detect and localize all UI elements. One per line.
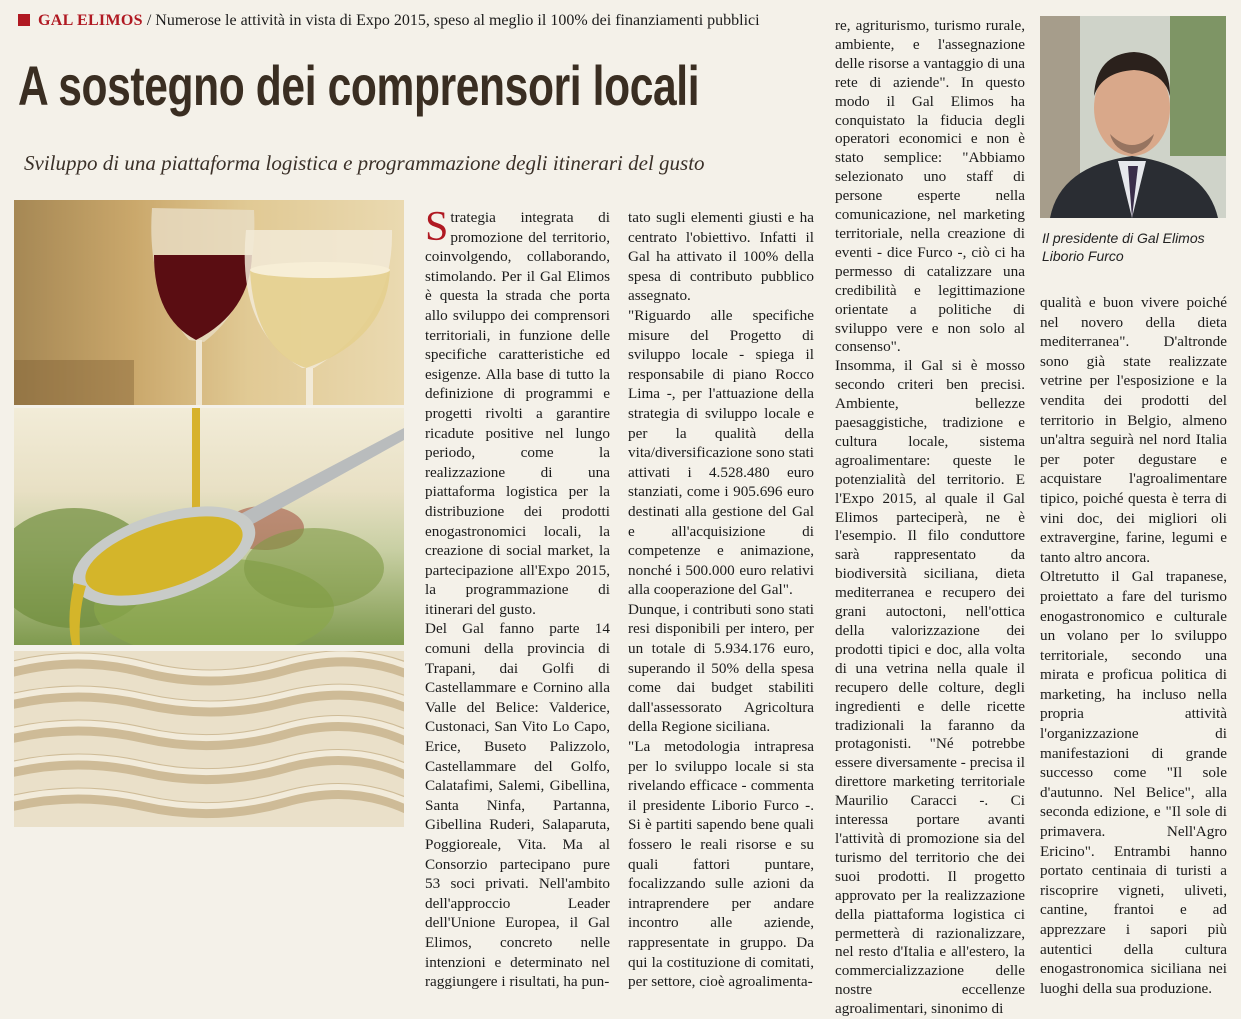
article-paragraph: "Riguardo alle specifiche misure del Progetto di sviluppo locale - spiega il responsabile di piano Rocco Lima -, per l'attuazione della strategia di sviluppo locale e per la qualità della vita/diversificazione sono stati attivati i 4.528.480 euro stanziati, come i 905.696 euro destinati alla gestione del Gal e all'acquisizione di competenze e animazione, nonché i 500.000 euro relativi alla cooperazione del Gal".: [628, 306, 814, 599]
section-name: GAL ELIMOS: [38, 12, 143, 29]
article-paragraph: Del Gal fanno parte 14 comuni della provincia di Trapani, dai Golfi di Castellammare e Cornino alla Valle del Belice: Valderice, Custonaci, San Vito Lo Capo, Erice, Buseto Palizzolo, Castellammare del Golfo, Calatafimi, Salemi, Gibellina, Santa Ninfa, Partanna, Gibellina Ruderi, Salaparuta, Poggioreale, Vita. Ma al Consorzio partecipano pure 53 soci privati. Nell'ambito dell'approccio Leader dell'Unione Europea, il Gal Elimos, concreto nelle intenzioni e determinato nel raggiungere i risultati, ha pun-: [425, 620, 610, 991]
paragraph-text: trategia integrata di promozione del territorio, coinvolgendo, collaborando, stimolando. Per il Gal Elimos è questa la strada che porta allo sviluppo dei comprensori territoriali, in funzione delle specifiche caratteristiche ed esigenze. Alla base di tutto la definizione di programmi e progetti rivolti a garantire ricadute positive nel lungo periodo, come la realizzazione di una piattaforma logistica per la distribuzione dei prodotti enogastronomici locali, la creazione di social market, la partecipazione all'Expo 2015, la programmazione di itinerari del gusto.: [425, 209, 610, 618]
article-paragraph: "La metodologia intrapresa per lo sviluppo locale si sta rivelando efficace - commenta il presidente Liborio Furco -. Si è partiti sapendo bene quali fossero le reali risorse e su quali fattori puntare, focalizzando sulle azioni da intraprendere per andare incontro alle aziende, rappresentate in gruppo. Da qui la costituzione di comitati, per settore, cioè agroalimenta-: [628, 738, 814, 991]
photo-caption: [1042, 229, 1232, 265]
subtitle: Sviluppo di una piattaforma logistica e programmazione degli itinerari del gusto: [24, 151, 705, 175]
caption-line: Il presidente di Gal Elimos: [1042, 230, 1205, 246]
caption-line: Liborio Furco: [1042, 248, 1124, 264]
article-paragraph: tato sugli elementi giusti e ha centrato l'obiettivo. Infatti il Gal ha attivato il 100% della spesa di contributo pubblico assegnato.: [628, 209, 814, 305]
article-paragraph: Dunque, i contributi sono stati resi disponibili per intero, per un totale di 5.934.176 euro, superando il 50% della spesa come dai budget stabiliti dall'assessorato Agricoltura della Regione siciliana.: [628, 600, 814, 736]
article-column-1: [425, 204, 610, 992]
wine-glasses-photo: [14, 200, 404, 405]
olive-oil-spoon-photo: [14, 408, 404, 645]
drop-cap: S: [425, 204, 449, 250]
section-marker-icon: [18, 14, 30, 26]
article-paragraph: [425, 204, 610, 619]
article-kicker: [18, 11, 818, 31]
president-portrait-photo: [1040, 16, 1226, 218]
kicker-separator: /: [146, 12, 152, 29]
kicker-text: Numerose le attività in vista di Expo 2015, speso al meglio il 100% dei finanziamenti pubblici: [155, 12, 760, 29]
article-paragraph: qualità e buon vivere poiché nel novero della dieta mediterranea". D'altronde sono già state realizzate vetrine per l'esposizione e la vendita dei prodotti del territorio in Belgio, almeno un'altra seguirà nel nord Italia per poter degustare e acquistare l'agroalimentare tipico, poiché questa è terra di vini doc, dei migliori oli extravergine, farine, legumi e tanto altro ancora.: [1040, 294, 1227, 566]
article-column-2: [628, 208, 814, 992]
article-paragraph: Insomma, il Gal si è mosso secondo criteri ben precisi. Ambiente, bellezze paesaggistiche, tradizione e cultura locale, sistema agroalimentare: queste le potenzialità del territorio. E l'Expo 2015, al quale il Gal Elimos parteciperà, ne è l'esempio. Il filo conduttore sarà rappresentato da biodiversità siciliana, dieta mediterranea e recupero dei grani autoctoni, nell'ottica della valorizzazione dei prodotti tipici e doc, alla volta di una vetrina nella quale il recupero delle colture, degli ingredienti e delle ricette tradizionali la faranno da protagonisti. "Né potrebbe essere diversamente - precisa il direttore marketing territoriale Maurilio Caracci -. Ci interessa portare avanti l'attività di promozione sia del turismo del territorio che dei suoi prodotti. Il progetto approvato per la realizzazione della piattaforma logistica ci permetterà di razionalizzare, nel resto d'Italia e all'estero, la commercializzazione delle nostre eccellenze agroalimentari, sinonimo di: [835, 357, 1025, 1018]
fresh-pasta-photo: [14, 651, 404, 827]
headline: A sostegno dei comprensori locali: [18, 54, 700, 117]
article-paragraph: Oltretutto il Gal trapanese, proiettato a fare del turismo enogastronomico e culturale un volano per lo sviluppo territoriale, secondo una mirata e proficua politica di marketing, ha incluso nella propria attività l'organizzazione di manifestazioni di grande successo come "Il sole d'autunno. Nel Belice", alla seconda edizione, e "Il sole di primavera. Nell'Agro Ericino". Entrambi hanno portato centinaia di turisti a riscoprire vigneti, uliveti, cantine, frantoi e ad apprezzare i sapori più autentici della cultura enogastronomica siciliana nei luoghi della sua produzione.: [1040, 568, 1227, 997]
article-column-3: [835, 17, 1025, 1019]
article-paragraph: re, agriturismo, turismo rurale, ambiente, e l'assegnazione delle risorse a vantaggio di una rete di aziende". In questo modo il Gal Elimos ha conquistato la fiducia degli operatori economici e non è stato semplice: "Abbiamo selezionato uno staff di persone esperte nella comunicazione, nel marketing territoriale, nella creazione di eventi - dice Furco -, ciò ci ha permesso di catalizzare una credibilità e legittimazione orientate a politiche di sviluppo vere e non solo al consenso".: [835, 17, 1025, 356]
article-column-4: [1040, 293, 1227, 998]
